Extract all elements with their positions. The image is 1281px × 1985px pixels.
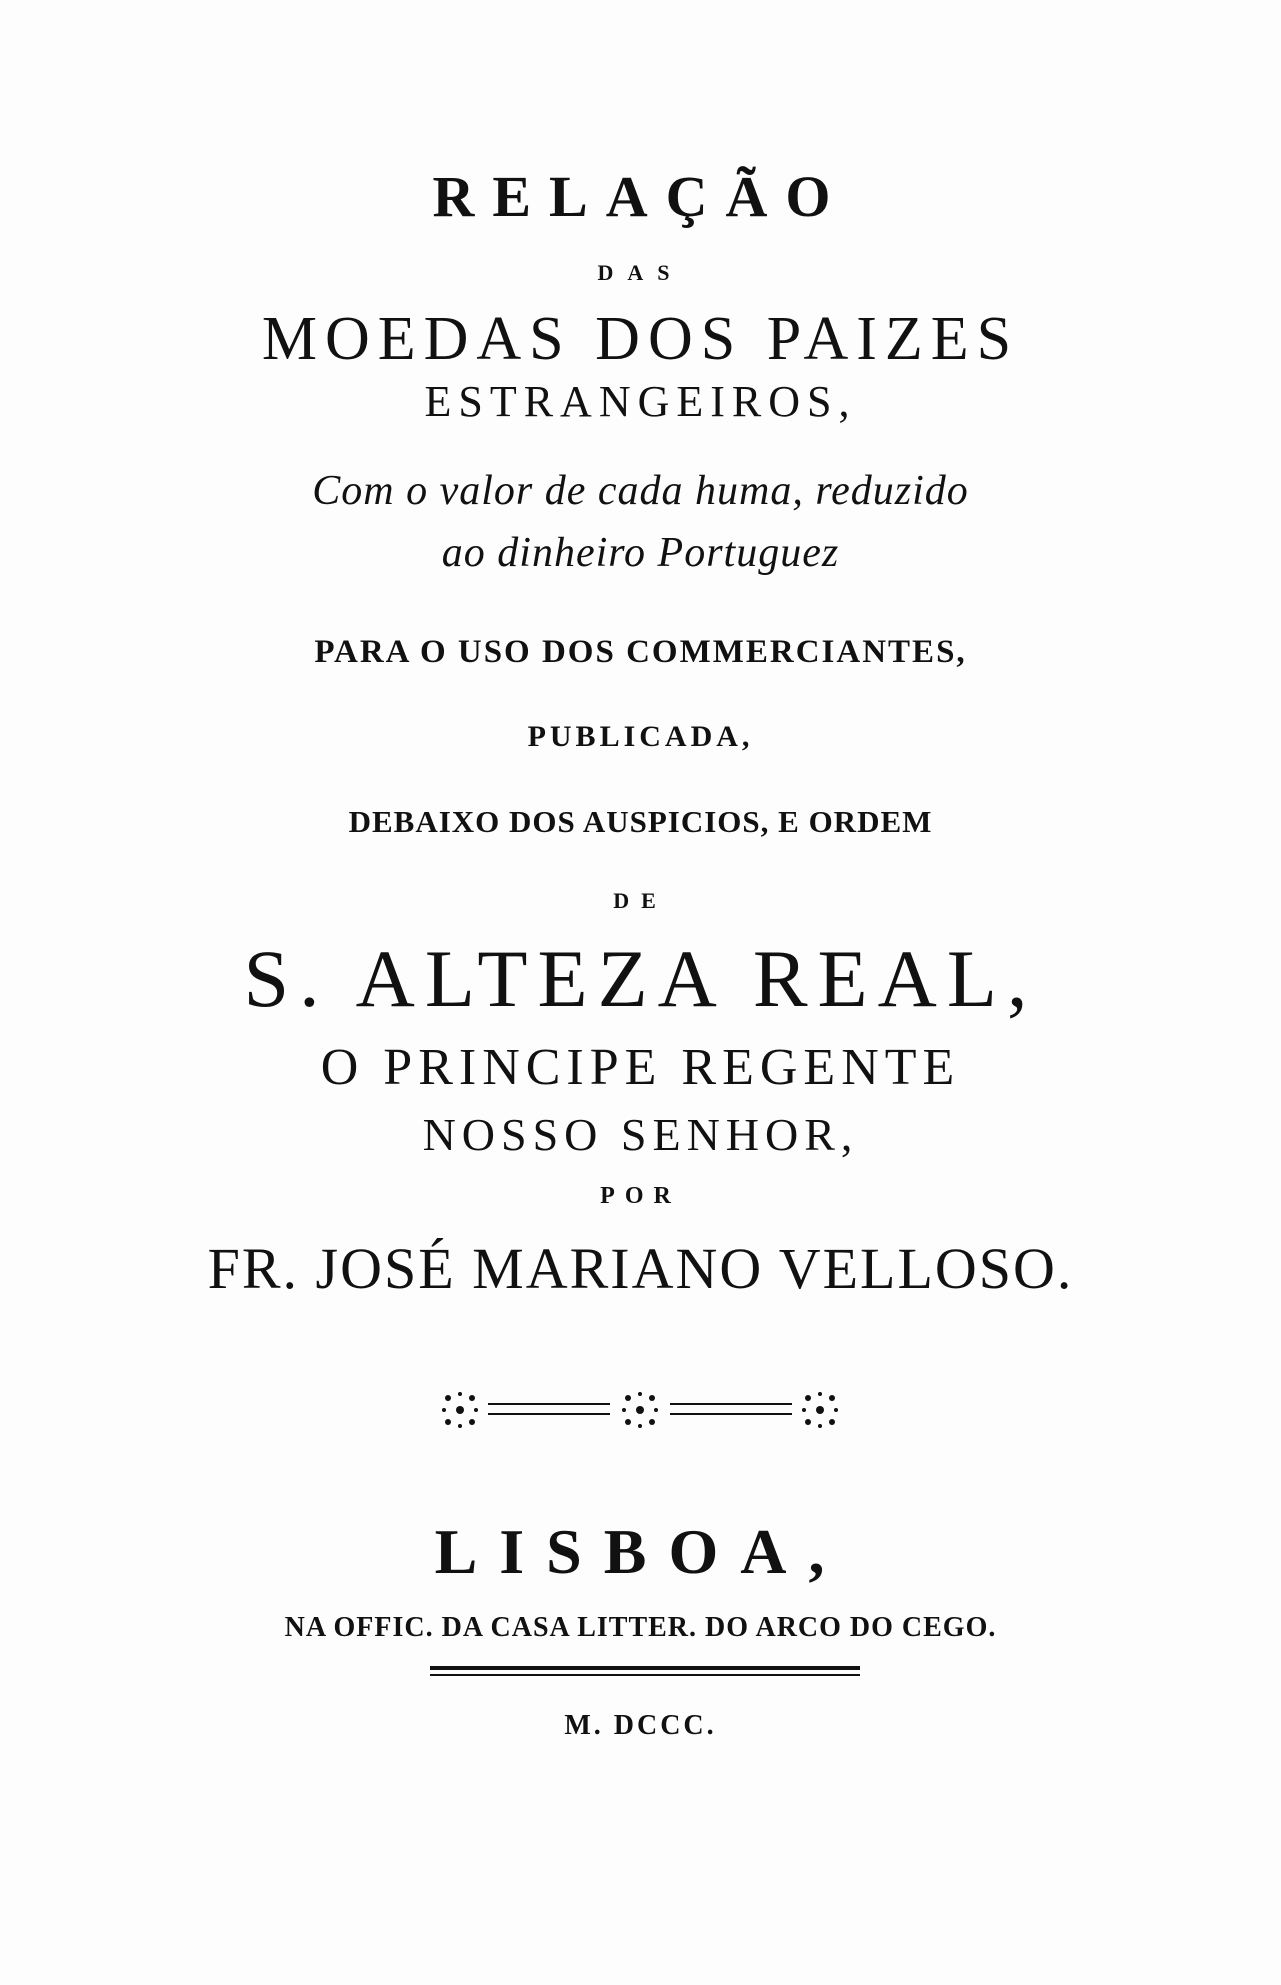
patron-line-3: NOSSO SENHOR,	[422, 1109, 859, 1160]
por-line: POR	[600, 1183, 681, 1209]
patron-line-2: O PRINCIPE REGENTE	[320, 1039, 961, 1096]
imprint-printer: NA OFFIC. DA CASA LITTER. DO ARCO DO CEGO.	[284, 1612, 997, 1643]
ornament-star-center	[622, 1392, 658, 1428]
imprint-rule-thick	[430, 1666, 860, 1670]
imprint-rule-thin	[430, 1674, 860, 1676]
imprint-city: LISBOA,	[434, 1516, 847, 1587]
auspices-line: DEBAIXO DOS AUSPICIOS, E ORDEM	[348, 804, 933, 839]
subject-line-2: ESTRANGEIROS,	[424, 377, 857, 426]
imprint-year: M. DCCC.	[564, 1710, 717, 1741]
patron-line-1: S. ALTEZA REAL,	[243, 933, 1038, 1024]
published-line: PUBLICADA,	[527, 720, 754, 753]
subject-line-1: MOEDAS DOS PAIZES	[261, 305, 1020, 373]
description-line-1: Com o valor de cada huma, reduzido	[312, 468, 969, 514]
de-line: DE	[613, 888, 668, 913]
description-line-2: ao dinheiro Portuguez	[441, 530, 840, 576]
printers-ornament	[430, 1380, 850, 1440]
das-line: DAS	[597, 260, 684, 285]
purpose-line: PARA O USO DOS COMMERCIANTES,	[314, 634, 967, 670]
ornament-star-right	[802, 1392, 838, 1428]
ornament-star-left	[442, 1392, 478, 1428]
book-title: RELAÇÃO	[432, 164, 849, 229]
author-line: FR. JOSÉ MARIANO VELLOSO.	[207, 1236, 1074, 1301]
